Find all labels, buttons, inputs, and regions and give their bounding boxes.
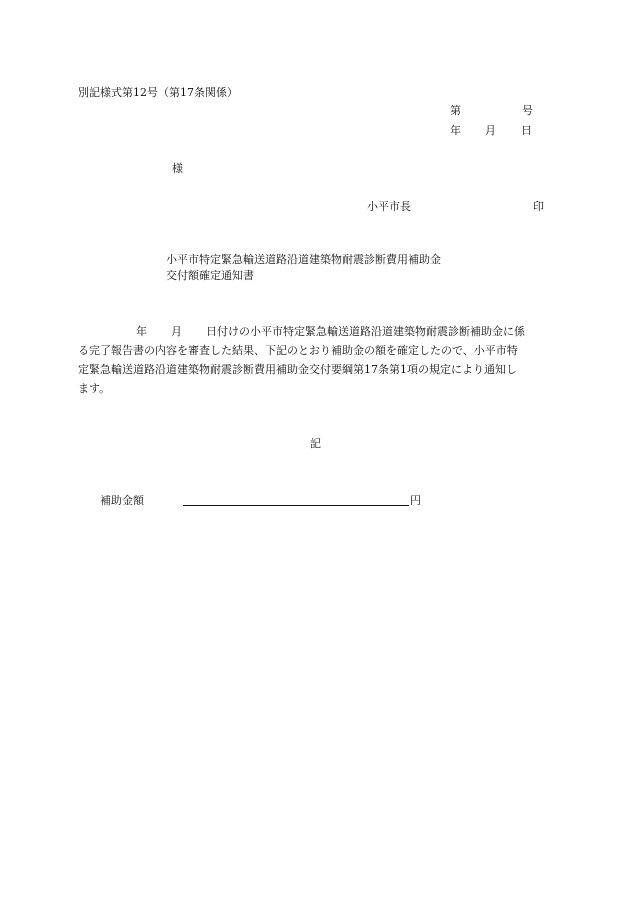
- doc-number-suffix: 号: [522, 104, 533, 117]
- recipient-honorific: 様: [172, 162, 183, 175]
- body-year-label: 年: [136, 325, 147, 338]
- document-title-line2: 交付額確定通知書: [166, 269, 254, 282]
- notice-body-line2: る完了報告書の内容を審査した結果、下記のとおり補助金の額を確定したので、小平市特: [78, 344, 518, 357]
- document-title-line1: 小平市特定緊急輸送道路沿道建築物耐震診断費用補助金: [166, 253, 441, 266]
- form-label: 別記様式第12号（第17条関係）: [78, 86, 238, 99]
- yen-unit: 円: [410, 494, 421, 507]
- body-month-label: 月: [171, 325, 182, 338]
- subsidy-amount-label: 補助金額: [100, 494, 144, 507]
- notice-body: [78, 322, 553, 398]
- date-month-label: 月: [485, 124, 496, 137]
- ki-heading: 記: [310, 437, 321, 450]
- subsidy-amount-underline: [183, 505, 409, 506]
- date-day-label: 日: [521, 124, 532, 137]
- notice-body-line3: 定緊急輸送道路沿道建築物耐震診断費用補助金交付要綱第17条第1項の規定により通知し: [78, 363, 517, 376]
- doc-number-prefix: 第: [450, 104, 461, 117]
- notice-body-line1: [78, 322, 553, 341]
- seal-mark: 印: [533, 200, 544, 213]
- notice-body-line4: ます。: [78, 382, 111, 395]
- issuer-name: 小平市長: [367, 200, 411, 213]
- body-line1-text: 日付けの小平市特定緊急輸送道路沿道建築物耐震診断補助金に係: [206, 325, 525, 338]
- date-year-label: 年: [450, 124, 461, 137]
